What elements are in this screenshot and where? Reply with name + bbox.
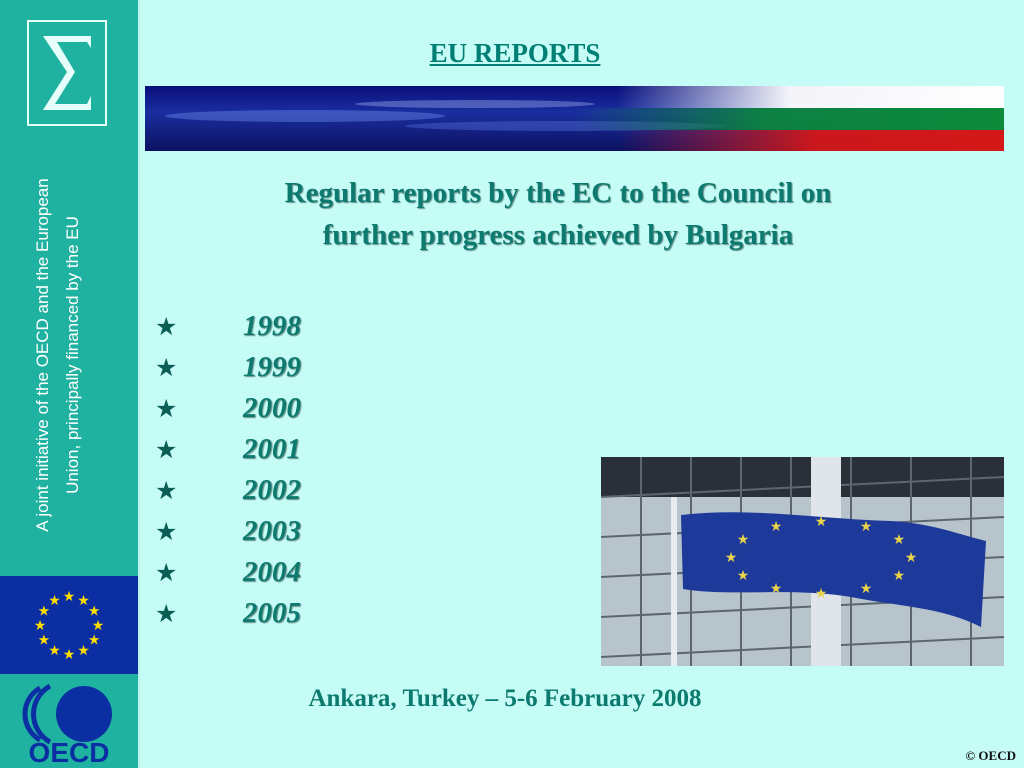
flag-star-icon: ★	[892, 532, 906, 548]
event-location-date: Ankara, Turkey – 5-6 February 2008	[308, 685, 702, 712]
year-list-item	[155, 515, 415, 556]
star-icon: ★	[155, 353, 178, 382]
flag-star-icon: ★	[814, 586, 828, 602]
eu-star-icon: ★	[87, 603, 101, 620]
flag-star-icon: ★	[769, 518, 783, 535]
flag-star-icon: ★	[859, 581, 873, 598]
year-list-item	[155, 474, 415, 515]
copyright-notice: © OECD	[965, 748, 1016, 763]
tagline-line-2: Union, principally financed by the EU	[63, 216, 82, 494]
eu-star-icon: ★	[62, 647, 76, 663]
eu-flag-icon	[0, 576, 138, 674]
year-label: 1999	[243, 351, 301, 383]
subtitle-line-2: further progress achieved by Bulgaria	[322, 219, 794, 251]
banner-image	[145, 86, 1004, 151]
sigma-icon	[27, 20, 107, 126]
sidebar-divider	[138, 0, 140, 768]
flag-star-icon: ★	[892, 568, 906, 584]
eu-star-icon: ★	[48, 643, 61, 660]
flag-star-icon: ★	[724, 550, 738, 566]
eu-star-icon: ★	[48, 592, 61, 609]
subtitle-line-1: Regular reports by the EC to the Council on	[284, 177, 832, 209]
sidebar-tagline	[28, 140, 108, 570]
sidebar	[0, 0, 138, 768]
tagline-line-1: A joint initiative of the OECD and the European	[33, 178, 52, 532]
page-title: EU REPORTS	[429, 38, 601, 68]
eu-star-icon: ★	[62, 589, 76, 605]
flag-star-icon: ★	[859, 518, 873, 535]
oecd-logo-text: OECD	[28, 737, 110, 768]
year-list-item	[155, 556, 415, 597]
eu-star-icon: ★	[77, 592, 90, 609]
star-icon: ★	[155, 599, 178, 628]
year-label: 2003	[243, 515, 301, 547]
star-icon: ★	[155, 394, 178, 423]
eu-star-icon: ★	[91, 618, 105, 634]
eu-star-icon: ★	[37, 603, 51, 620]
year-label: 2005	[243, 597, 301, 629]
year-label: 2002	[243, 474, 301, 506]
star-icon: ★	[155, 435, 178, 464]
year-label: 2001	[243, 433, 301, 465]
year-list-item	[155, 597, 415, 638]
slide-subtitle	[200, 172, 916, 256]
flag-star-icon: ★	[736, 532, 750, 548]
star-icon: ★	[155, 476, 178, 505]
year-label: 2000	[243, 392, 301, 424]
eu-star-icon: ★	[77, 643, 90, 660]
year-label: 1998	[243, 310, 301, 342]
star-icon: ★	[155, 558, 178, 587]
year-list-item	[155, 351, 415, 392]
year-list-item	[155, 433, 415, 474]
year-list	[155, 310, 415, 638]
year-label: 2004	[243, 556, 301, 588]
eu-star-icon: ★	[37, 632, 51, 649]
flag-star-icon: ★	[814, 514, 828, 530]
year-list-item	[155, 392, 415, 433]
flag-star-icon: ★	[769, 581, 783, 598]
flag-star-icon: ★	[904, 550, 918, 566]
flag-star-icon: ★	[736, 568, 750, 584]
eu-star-icon: ★	[33, 618, 47, 634]
year-list-item	[155, 310, 415, 351]
star-icon: ★	[155, 312, 178, 341]
oecd-logo-icon	[0, 676, 138, 768]
star-icon: ★	[155, 517, 178, 546]
eu-star-icon: ★	[87, 632, 101, 649]
eu-flag-building-photo	[601, 457, 1004, 666]
